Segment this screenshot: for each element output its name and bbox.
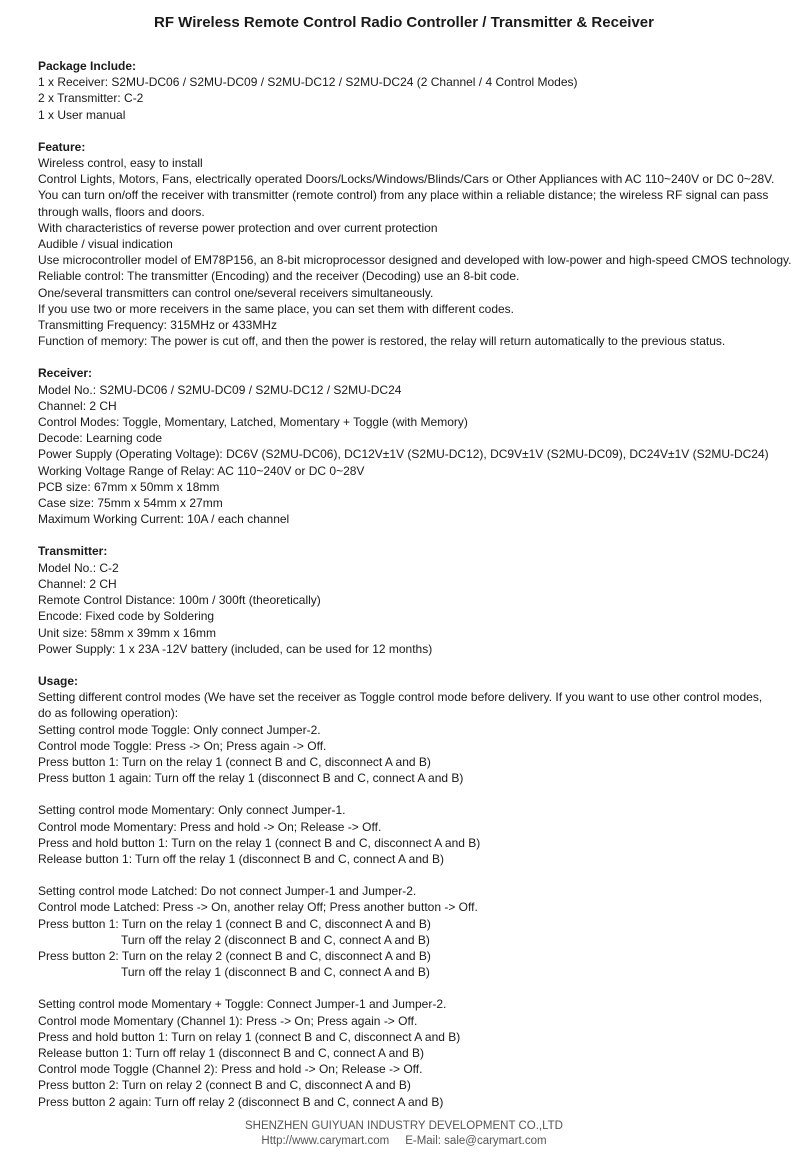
usage-line: Press and hold button 1: Turn on relay 1 (connect B and C, disconnect A and B) <box>38 1029 461 1044</box>
usage-line: Press button 1: Turn on the relay 1 (connect B and C, disconnect A and B) <box>38 916 431 931</box>
footer-company: SHENZHEN GUIYUAN INDUSTRY DEVELOPMENT CO.,LTD <box>244 1120 563 1132</box>
transmitter-line: Power Supply: 1 x 23A -12V battery (included, can be used for 12 months) <box>38 641 433 656</box>
receiver-line: Working Voltage Range of Relay: AC 110~240V or DC 0~28V <box>38 463 365 478</box>
usage-line: Control mode Toggle: Press -> On; Press again -> Off. <box>38 738 327 753</box>
feature-line: Audible / visual indication <box>38 237 173 252</box>
feature-heading: Feature: <box>38 139 86 154</box>
usage-line: Release button 1: Turn off the relay 1 (disconnect B and C, connect A and B) <box>38 851 445 866</box>
usage-section <box>38 673 778 1110</box>
page-footer <box>0 1119 808 1148</box>
document-title: RF Wireless Remote Control Radio Controller / Transmitter & Receiver <box>154 14 654 31</box>
usage-line: Press button 1 again: Turn off the relay 1 (disconnect B and C, connect A and B) <box>38 771 464 786</box>
transmitter-line: Unit size: 58mm x 39mm x 16mm <box>38 625 217 640</box>
usage-heading: Usage: <box>38 673 79 688</box>
usage-toggle-block <box>38 689 778 786</box>
usage-latched-block <box>38 883 778 980</box>
package-line: 2 x Transmitter: C-2 <box>38 91 144 106</box>
transmitter-line: Remote Control Distance: 100m / 300ft (theoretically) <box>38 593 321 608</box>
usage-line: Press button 1: Turn on the relay 1 (connect B and C, disconnect A and B) <box>38 754 431 769</box>
receiver-line: Model No.: S2MU-DC06 / S2MU-DC09 / S2MU-DC12 / S2MU-DC24 <box>38 382 402 397</box>
package-heading: Package Include: <box>38 59 137 73</box>
feature-line: Function of memory: The power is cut off, and then the power is restored, the relay will return automatically to the previous status. <box>38 334 726 349</box>
usage-line: Control mode Latched: Press -> On, another relay Off; Press another button -> Off. <box>38 900 478 915</box>
feature-line: Wireless control, easy to install <box>38 156 203 171</box>
feature-line: Transmitting Frequency: 315MHz or 433MHz <box>38 318 277 333</box>
usage-line: Setting control mode Momentary + Toggle: Connect Jumper-1 and Jumper-2. <box>38 997 447 1012</box>
receiver-line: Decode: Learning code <box>38 431 163 446</box>
usage-line: Control mode Toggle (Channel 2): Press and hold -> On; Release -> Off. <box>38 1062 423 1077</box>
usage-line: Setting control mode Latched: Do not connect Jumper-1 and Jumper-2. <box>38 884 417 899</box>
footer-website: Http://www.carymart.com <box>261 1134 390 1147</box>
transmitter-line: Model No.: C-2 <box>38 560 119 575</box>
usage-line: Press button 2 again: Turn off relay 2 (disconnect B and C, connect A and B) <box>38 1094 444 1109</box>
feature-line: Use microcontroller model of EM78P156, an 8-bit microprocessor designed and developed with low-power and high-speed CMOS technology. <box>38 253 792 268</box>
transmitter-line: Encode: Fixed code by Soldering <box>38 609 215 624</box>
usage-line: Press button 2: Turn on the relay 2 (connect B and C, disconnect A and B) <box>38 948 431 963</box>
transmitter-section <box>38 543 778 656</box>
footer-email: E-Mail: sale@carymart.com <box>405 1134 547 1147</box>
feature-line: With characteristics of reverse power protection and over current protection <box>38 220 438 235</box>
feature-line: Control Lights, Motors, Fans, electrically operated Doors/Locks/Windows/Blinds/Cars or Other Appliances with AC 110~240V or DC 0~28V. <box>38 172 775 187</box>
usage-indented-line: Turn off the relay 1 (disconnect B and C, connect A and B) <box>121 965 430 980</box>
package-line: 1 x User manual <box>38 107 126 122</box>
transmitter-line: Channel: 2 CH <box>38 576 117 591</box>
feature-section <box>38 139 792 350</box>
usage-line: Release button 1: Turn off relay 1 (disconnect B and C, connect A and B) <box>38 1045 425 1060</box>
package-line: 1 x Receiver: S2MU-DC06 / S2MU-DC09 / S2MU-DC12 / S2MU-DC24 (2 Channel / 4 Control Modes) <box>38 75 578 90</box>
usage-line: Setting control mode Momentary: Only connect Jumper-1. <box>38 803 346 818</box>
usage-combo-block <box>38 996 778 1109</box>
receiver-section <box>38 365 778 527</box>
feature-line: One/several transmitters can control one/several receivers simultaneously. <box>38 285 434 300</box>
package-section <box>38 58 778 123</box>
usage-line: Setting different control modes (We have set the receiver as Toggle control mode before delivery. If you want to use other control modes, do as following operation): <box>38 690 763 721</box>
document-body <box>38 58 792 1126</box>
feature-line: You can turn on/off the receiver with transmitter (remote control) from any place within a reliable distance; the wireless RF signal can pass through walls, floors and doors. <box>38 188 769 219</box>
transmitter-heading: Transmitter: <box>38 544 108 559</box>
receiver-line: Channel: 2 CH <box>38 398 117 413</box>
receiver-line: Maximum Working Current: 10A / each channel <box>38 512 290 527</box>
footer-contact <box>0 1134 808 1149</box>
receiver-heading: Receiver: <box>38 366 93 381</box>
feature-line: Reliable control: The transmitter (Encoding) and the receiver (Decoding) use an 8-bit code. <box>38 269 520 284</box>
usage-line: Control mode Momentary (Channel 1): Press -> On; Press again -> Off. <box>38 1013 418 1028</box>
receiver-line: Case size: 75mm x 54mm x 27mm <box>38 496 223 511</box>
usage-line: Press button 2: Turn on relay 2 (connect B and C, disconnect A and B) <box>38 1078 411 1093</box>
feature-line: If you use two or more receivers in the same place, you can set them with different codes. <box>38 301 515 316</box>
usage-line: Press and hold button 1: Turn on the relay 1 (connect B and C, disconnect A and B) <box>38 835 481 850</box>
usage-line: Control mode Momentary: Press and hold -> On; Release -> Off. <box>38 819 382 834</box>
receiver-line: Power Supply (Operating Voltage): DC6V (S2MU-DC06), DC12V±1V (S2MU-DC12), DC9V±1V (S2MU-DC09), DC24V±1V (S2MU-DC24) <box>38 447 769 462</box>
usage-momentary-block <box>38 802 778 867</box>
usage-line: Setting control mode Toggle: Only connect Jumper-2. <box>38 722 321 737</box>
usage-indented-line: Turn off the relay 2 (disconnect B and C, connect A and B) <box>121 932 430 947</box>
receiver-line: Control Modes: Toggle, Momentary, Latched, Momentary + Toggle (with Memory) <box>38 415 468 430</box>
receiver-line: PCB size: 67mm x 50mm x 18mm <box>38 479 220 494</box>
